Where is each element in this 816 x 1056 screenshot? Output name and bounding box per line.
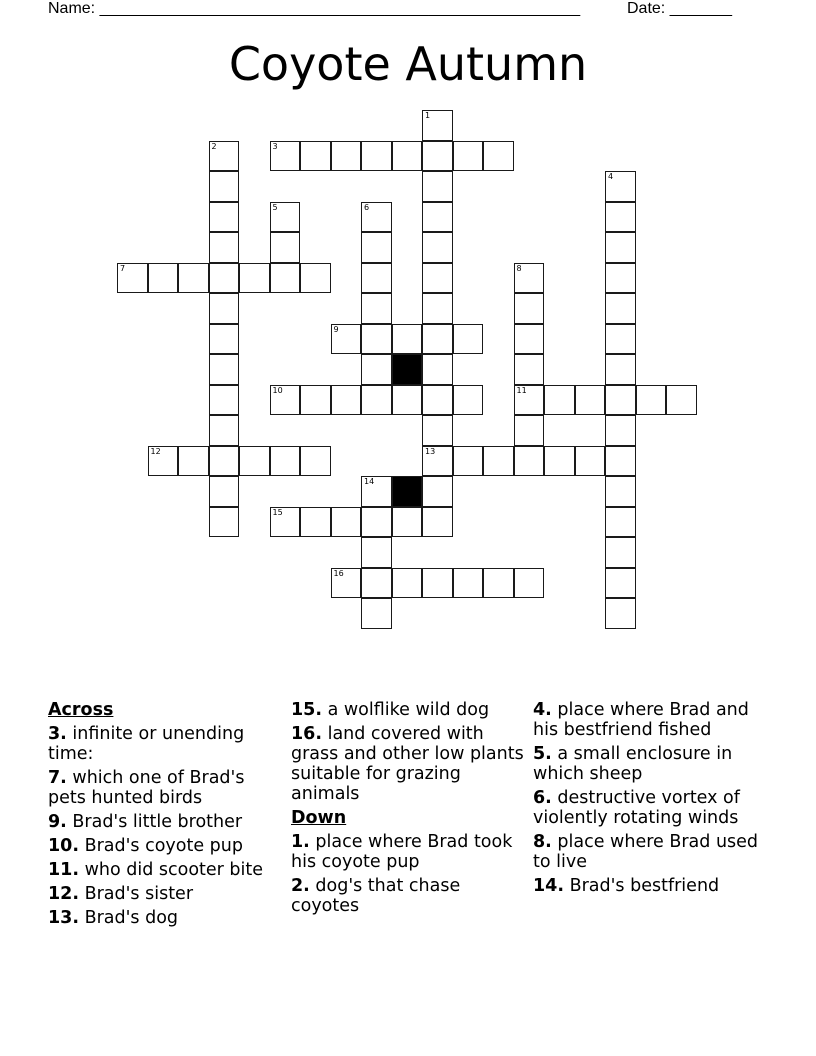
grid-cell[interactable]	[209, 446, 240, 477]
grid-cell[interactable]	[575, 446, 606, 477]
grid-cell[interactable]	[422, 141, 453, 172]
grid-cell[interactable]	[483, 446, 514, 477]
grid-cell[interactable]	[544, 385, 575, 416]
grid-cell[interactable]	[514, 263, 545, 294]
grid-cell[interactable]	[575, 385, 606, 416]
grid-cell[interactable]	[666, 385, 697, 416]
grid-cell[interactable]	[392, 141, 423, 172]
grid-cell[interactable]	[361, 141, 392, 172]
grid-cell[interactable]	[422, 446, 453, 477]
grid-cell[interactable]	[514, 385, 545, 416]
clue-number: 3	[272, 141, 278, 151]
grid-cell[interactable]	[605, 232, 636, 263]
clue-number: 14	[364, 477, 375, 486]
grid-cell[interactable]	[483, 141, 514, 172]
grid-cell[interactable]	[270, 446, 301, 477]
grid-cell[interactable]	[209, 232, 240, 263]
grid-cell[interactable]	[453, 385, 484, 416]
grid-cell[interactable]	[514, 354, 545, 385]
clue-number: 1	[425, 111, 431, 120]
grid-cell[interactable]	[331, 385, 362, 416]
clue-down-2: 2. dog's that chase coyotes	[291, 876, 461, 916]
clue-number: 15	[272, 507, 283, 517]
grid-cell[interactable]	[361, 263, 392, 294]
grid-cell[interactable]	[392, 385, 423, 416]
grid-cell[interactable]	[270, 263, 301, 294]
grid-cell[interactable]	[544, 446, 575, 477]
grid-cell[interactable]	[392, 324, 423, 355]
grid-cell[interactable]	[605, 202, 636, 233]
clues-column-1	[48, 700, 283, 932]
grid-cell[interactable]	[148, 263, 179, 294]
grid-cell[interactable]	[361, 568, 392, 599]
clue-number: 10	[272, 385, 283, 395]
clue-number: 11	[516, 385, 527, 395]
clue-across-15: 15. a wolflike wild dog	[291, 700, 490, 720]
grid-cell[interactable]	[636, 385, 667, 416]
grid-cell[interactable]	[270, 385, 301, 416]
clues-column-3	[533, 700, 773, 900]
grid-cell[interactable]	[209, 293, 240, 324]
grid-cell[interactable]	[422, 232, 453, 263]
grid-cell[interactable]	[605, 354, 636, 385]
clue-across-7: 7. which one of Brad's pets hunted birds	[48, 768, 245, 808]
grid-cell[interactable]	[605, 537, 636, 568]
grid-cell[interactable]	[361, 324, 392, 355]
grid-cell[interactable]	[422, 507, 453, 538]
down-heading: Down	[291, 808, 347, 828]
grid-cell[interactable]	[514, 324, 545, 355]
grid-cell[interactable]	[300, 141, 331, 172]
grid-cell[interactable]	[422, 568, 453, 599]
grid-cell[interactable]	[361, 537, 392, 568]
grid-cell[interactable]	[605, 476, 636, 507]
grid-cell[interactable]	[483, 568, 514, 599]
clue-down-5: 5. a small enclosure in which sheep	[533, 744, 733, 784]
grid-cell[interactable]	[209, 415, 240, 446]
grid-cell[interactable]	[605, 293, 636, 324]
page-title: Coyote Autumn	[228, 37, 588, 91]
clue-number: 5	[272, 202, 278, 212]
grid-cell[interactable]	[209, 476, 240, 507]
across-heading: Across	[48, 700, 114, 720]
grid-cell[interactable]	[300, 385, 331, 416]
grid-cell[interactable]	[117, 263, 148, 294]
clue-across-12: 12. Brad's sister	[48, 884, 194, 904]
clue-across-9: 9. Brad's little brother	[48, 812, 243, 832]
grid-cell[interactable]	[270, 507, 301, 538]
clue-across-10: 10. Brad's coyote pup	[48, 836, 243, 856]
grid-cell[interactable]	[148, 446, 179, 477]
grid-cell[interactable]	[361, 354, 392, 385]
grid-cell[interactable]	[605, 446, 636, 477]
grid-cell[interactable]	[422, 202, 453, 233]
clues-column-2	[291, 700, 526, 920]
grid-cell[interactable]	[422, 171, 453, 202]
grid-cell[interactable]	[453, 324, 484, 355]
grid-cell[interactable]	[605, 263, 636, 294]
grid-cell[interactable]	[209, 171, 240, 202]
clue-down-8: 8. place where Brad used to live	[533, 832, 759, 872]
grid-cell[interactable]	[422, 385, 453, 416]
clue-number: 8	[516, 263, 522, 273]
grid-cell[interactable]	[331, 141, 362, 172]
grid-cell[interactable]	[300, 446, 331, 477]
grid-cell[interactable]	[331, 324, 362, 355]
clue-down-1: 1. place where Brad took his coyote pup	[291, 832, 513, 872]
clue-number: 13	[425, 446, 436, 456]
clue-down-6: 6. destructive vortex of violently rotating winds	[533, 788, 740, 828]
black-cell	[392, 354, 423, 385]
grid-cell[interactable]	[422, 293, 453, 324]
clue-number: 2	[211, 141, 217, 151]
grid-cell[interactable]	[331, 568, 362, 599]
grid-cell[interactable]	[361, 232, 392, 263]
clue-across-13: 13. Brad's dog	[48, 908, 179, 928]
grid-cell[interactable]	[209, 202, 240, 233]
grid-cell[interactable]	[209, 324, 240, 355]
grid-cell[interactable]	[392, 507, 423, 538]
grid-cell[interactable]	[605, 507, 636, 538]
grid-cell[interactable]	[514, 415, 545, 446]
grid-cell[interactable]	[453, 568, 484, 599]
grid-cell[interactable]	[605, 324, 636, 355]
grid-cell[interactable]	[209, 354, 240, 385]
grid-cell[interactable]	[422, 415, 453, 446]
grid-cell[interactable]	[422, 354, 453, 385]
grid-cell[interactable]	[361, 507, 392, 538]
clue-number: 6	[364, 202, 370, 212]
grid-cell[interactable]	[361, 598, 392, 629]
grid-cell[interactable]	[605, 568, 636, 599]
clue-number: 7	[120, 263, 126, 273]
grid-cell[interactable]	[361, 293, 392, 324]
grid-cell[interactable]	[270, 202, 301, 233]
grid-cell[interactable]	[331, 507, 362, 538]
black-cell	[392, 476, 423, 507]
grid-cell[interactable]	[178, 446, 209, 477]
grid-cell[interactable]	[361, 476, 392, 507]
grid-cell[interactable]	[361, 202, 392, 233]
grid-cell[interactable]	[392, 568, 423, 599]
date-field-label: Date: _______	[627, 0, 732, 17]
grid-cell[interactable]	[514, 446, 545, 477]
grid-cell[interactable]	[422, 324, 453, 355]
grid-cell[interactable]	[239, 446, 270, 477]
clue-number: 16	[333, 568, 344, 578]
clue-across-11: 11. who did scooter bite	[48, 860, 264, 880]
grid-cell[interactable]	[453, 141, 484, 172]
grid-cell[interactable]	[605, 385, 636, 416]
grid-cell[interactable]	[300, 263, 331, 294]
grid-cell[interactable]	[422, 476, 453, 507]
grid-cell[interactable]	[605, 598, 636, 629]
grid-cell[interactable]	[209, 263, 240, 294]
clue-down-4: 4. place where Brad and his bestfriend fished	[533, 700, 749, 740]
grid-cell[interactable]	[300, 507, 331, 538]
grid-cell[interactable]	[270, 232, 301, 263]
clue-number: 12	[150, 446, 161, 456]
clue-number: 4	[608, 172, 614, 181]
grid-cell[interactable]	[209, 141, 240, 172]
grid-cell[interactable]	[605, 171, 636, 202]
grid-cell[interactable]	[605, 415, 636, 446]
grid-cell[interactable]	[514, 293, 545, 324]
grid-cell[interactable]	[239, 263, 270, 294]
clue-down-14: 14. Brad's bestfriend	[533, 876, 720, 896]
grid-cell[interactable]	[361, 385, 392, 416]
clue-across-3: 3. infinite or unending time:	[48, 724, 245, 764]
name-field-label: Name: ______________________________________________________	[48, 0, 581, 17]
grid-cell[interactable]	[270, 141, 301, 172]
grid-cell[interactable]	[422, 110, 453, 141]
grid-cell[interactable]	[209, 507, 240, 538]
grid-cell[interactable]	[514, 568, 545, 599]
clue-across-16: 16. land covered with grass and other low plants suitable for grazing animals	[291, 724, 524, 804]
clue-number: 9	[333, 324, 339, 334]
grid-cell[interactable]	[178, 263, 209, 294]
grid-cell[interactable]	[209, 385, 240, 416]
grid-cell[interactable]	[453, 446, 484, 477]
grid-cell[interactable]	[422, 263, 453, 294]
